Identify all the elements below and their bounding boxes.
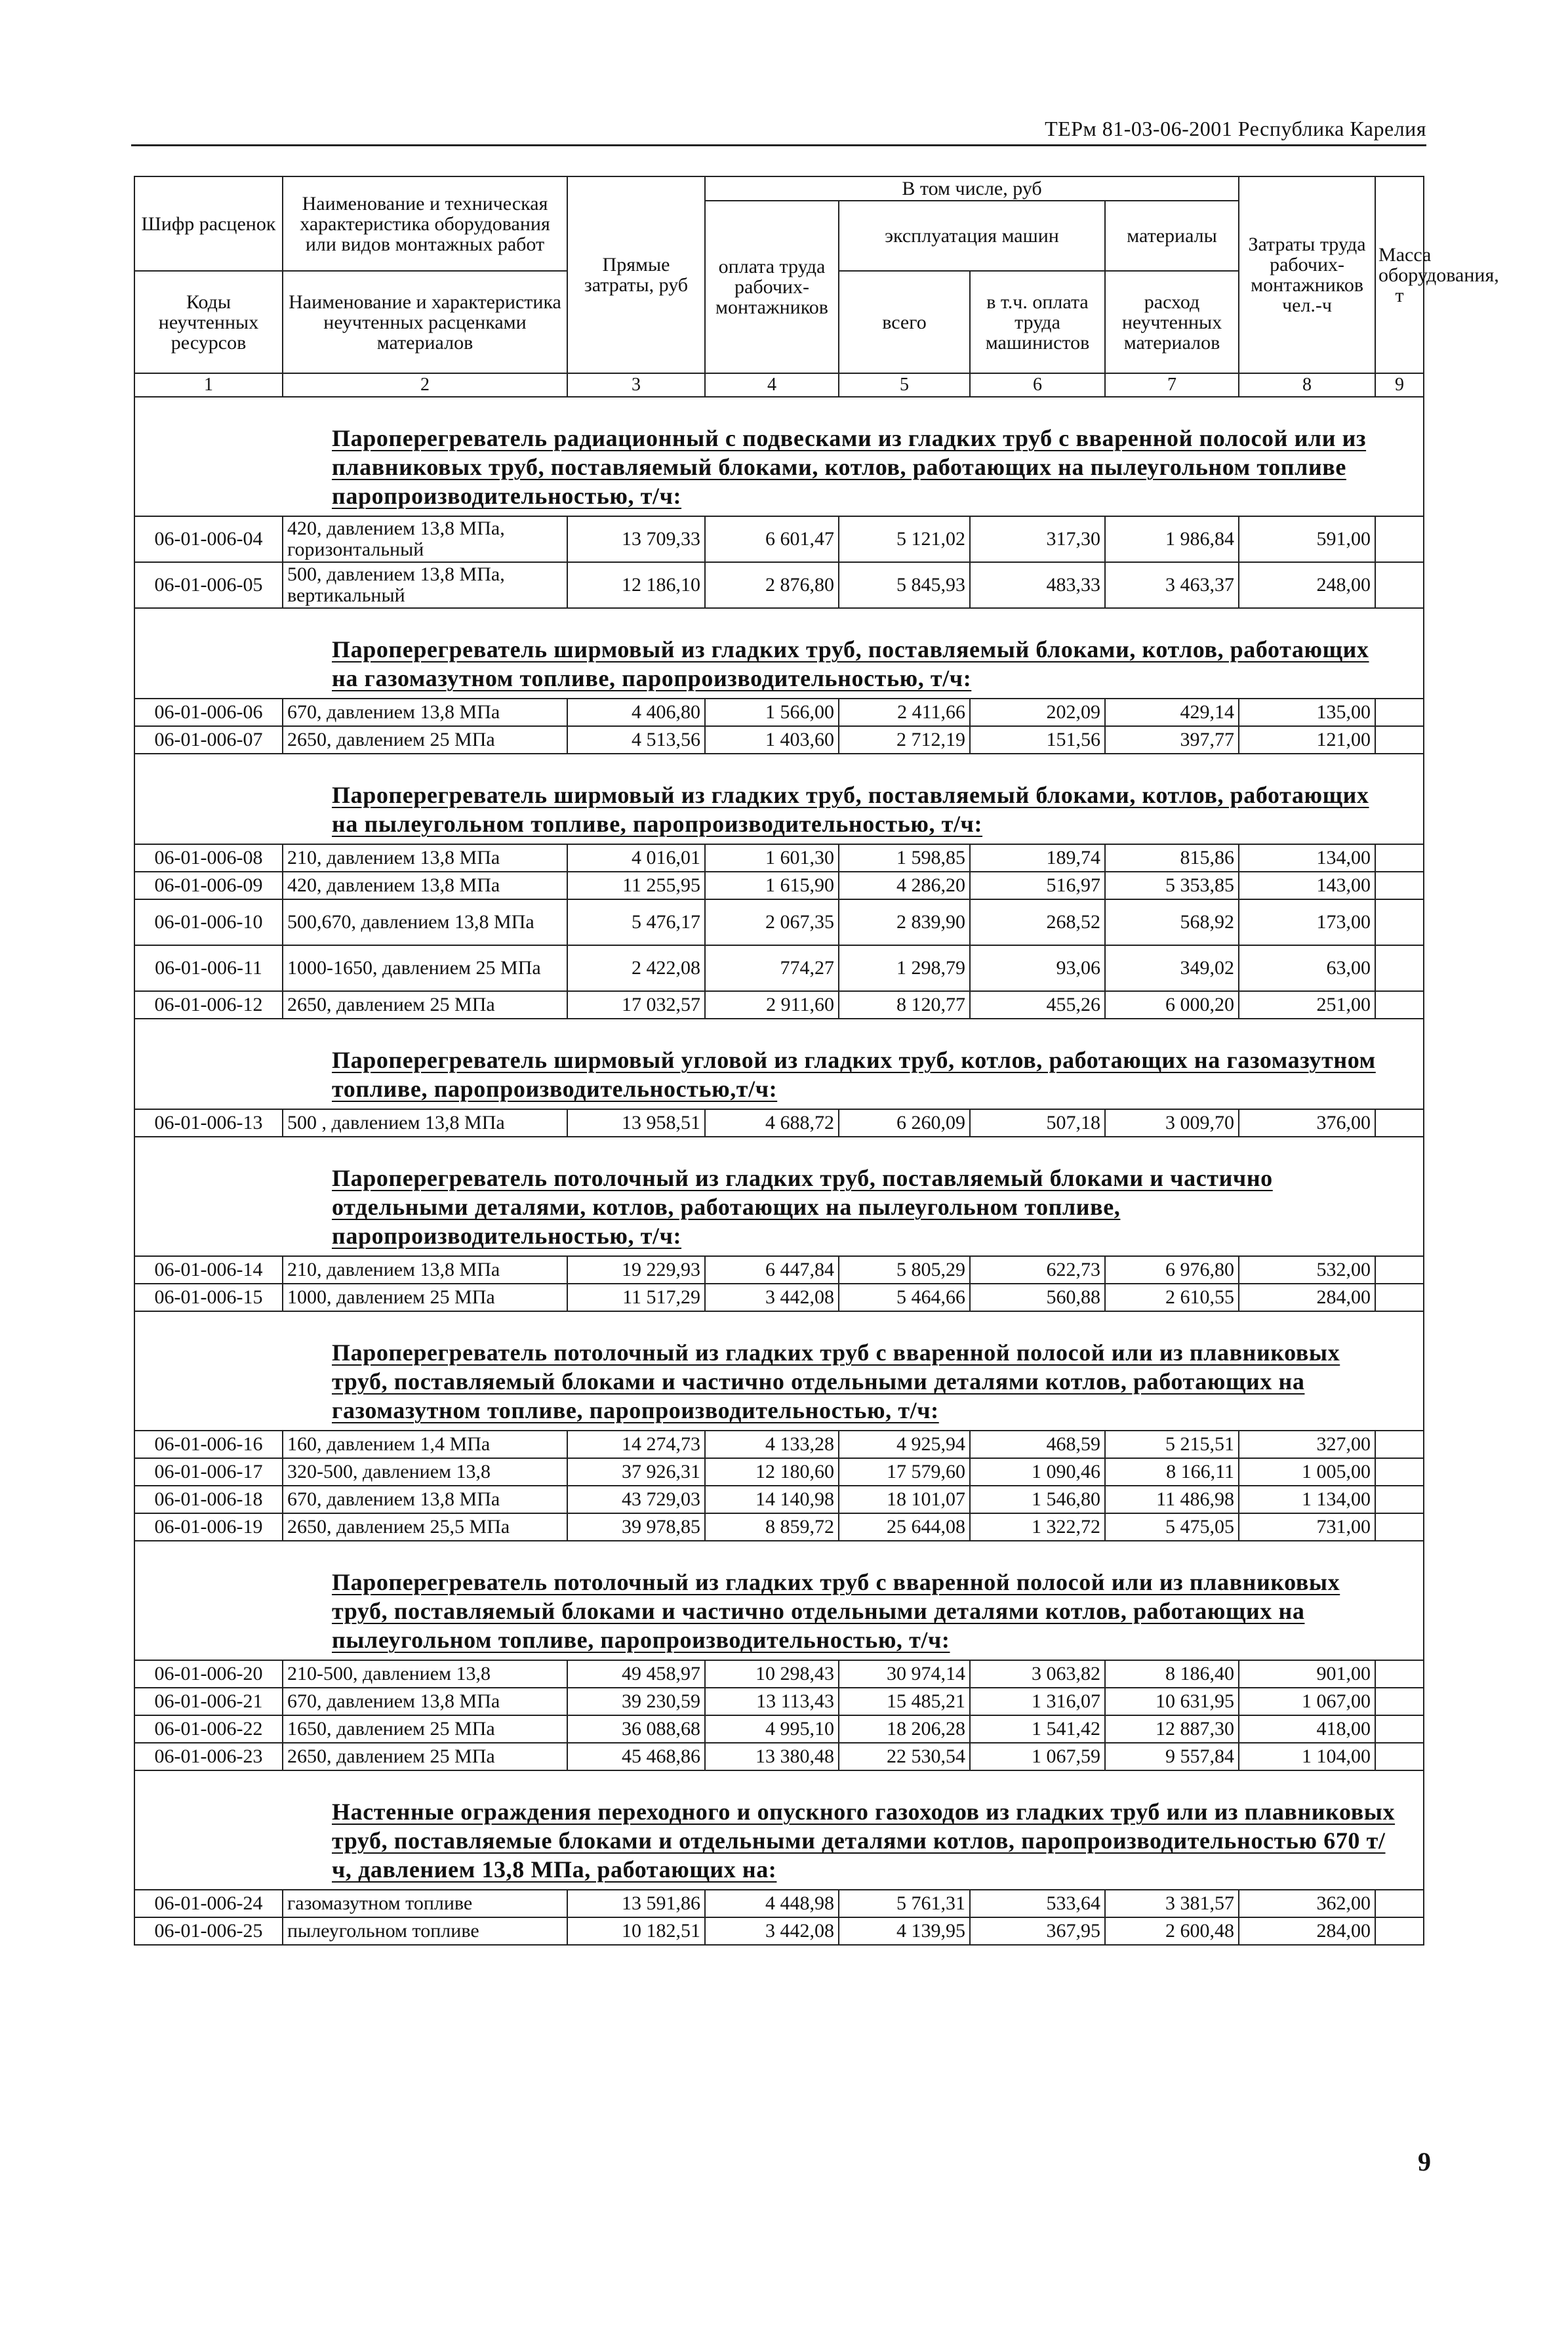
materials-cell: 1 986,84 (1105, 516, 1239, 562)
rates-table (134, 176, 1499, 1945)
equipment-mass-cell (1375, 1688, 1424, 1715)
section-title: Пароперегреватель ширмовый из гладких труб, поставляемый блоками, котлов, работающих на газомазутном топливе, паропроизводительностью, т/ч: (332, 636, 1369, 691)
materials-cell: 10 631,95 (1105, 1688, 1239, 1715)
table-row (134, 1660, 1424, 1688)
operator-wages-cell: 3 063,82 (970, 1660, 1105, 1688)
materials-cell: 2 610,55 (1105, 1284, 1239, 1311)
direct-costs-cell: 5 476,17 (567, 899, 705, 945)
equipment-mass-cell (1375, 1917, 1424, 1945)
machines-total-cell: 2 839,90 (839, 899, 970, 945)
rate-code-cell: 06-01-006-19 (134, 1513, 283, 1541)
equipment-mass-cell (1375, 872, 1424, 899)
description-cell: 420, давлением 13,8 МПа, горизонтальный (283, 516, 567, 562)
labor-costs-cell: 1 104,00 (1239, 1743, 1375, 1770)
description-cell: 420, давлением 13,8 МПа (283, 872, 567, 899)
rate-code-cell: 06-01-006-14 (134, 1256, 283, 1284)
section-heading-row (134, 1019, 1424, 1109)
rate-code-cell: 06-01-006-13 (134, 1109, 283, 1137)
equipment-mass-cell (1375, 1109, 1424, 1137)
labor-costs-cell: 135,00 (1239, 699, 1375, 726)
materials-cell: 8 166,11 (1105, 1458, 1239, 1486)
section-heading-row (134, 1137, 1424, 1256)
wages-cell: 1 615,90 (705, 872, 839, 899)
rate-code-cell: 06-01-006-06 (134, 699, 283, 726)
rate-code-cell: 06-01-006-12 (134, 991, 283, 1019)
description-cell: 160, давлением 1,4 МПа (283, 1431, 567, 1458)
equipment-mass-cell (1375, 945, 1424, 991)
table-row (134, 1284, 1424, 1311)
operator-wages-cell: 1 067,59 (970, 1743, 1105, 1770)
operator-wages-cell: 317,30 (970, 516, 1105, 562)
header-name-works: Наименование и техническая характеристика оборудования или видов монтажных работ (283, 176, 567, 271)
wages-cell: 4 688,72 (705, 1109, 839, 1137)
machines-total-cell: 5 464,66 (839, 1284, 970, 1311)
header-machines: эксплуатация машин (839, 201, 1105, 271)
direct-costs-cell: 14 274,73 (567, 1431, 705, 1458)
labor-costs-cell: 376,00 (1239, 1109, 1375, 1137)
materials-cell: 12 887,30 (1105, 1715, 1239, 1743)
direct-costs-cell: 11 517,29 (567, 1284, 705, 1311)
labor-costs-cell: 591,00 (1239, 516, 1375, 562)
operator-wages-cell: 202,09 (970, 699, 1105, 726)
equipment-mass-cell (1375, 1715, 1424, 1743)
table-row (134, 899, 1424, 945)
table-row (134, 1431, 1424, 1458)
table-row (134, 1890, 1424, 1917)
table-row (134, 1486, 1424, 1513)
direct-costs-cell: 4 513,56 (567, 726, 705, 754)
column-number: 7 (1105, 373, 1239, 397)
operator-wages-cell: 560,88 (970, 1284, 1105, 1311)
table-row (134, 516, 1424, 562)
table-row (134, 1458, 1424, 1486)
operator-wages-cell: 455,26 (970, 991, 1105, 1019)
description-cell: 670, давлением 13,8 МПа (283, 1486, 567, 1513)
header-wages: оплата труда рабочих-монтажников (705, 201, 839, 373)
labor-costs-cell: 1 005,00 (1239, 1458, 1375, 1486)
machines-total-cell: 5 761,31 (839, 1890, 970, 1917)
section-heading-row (134, 1541, 1424, 1660)
materials-cell: 6 976,80 (1105, 1256, 1239, 1284)
rate-code-cell: 06-01-006-20 (134, 1660, 283, 1688)
labor-costs-cell: 173,00 (1239, 899, 1375, 945)
equipment-mass-cell (1375, 1743, 1424, 1770)
section-title-cell (134, 1311, 1424, 1431)
direct-costs-cell: 17 032,57 (567, 991, 705, 1019)
operator-wages-cell: 516,97 (970, 872, 1105, 899)
section-title-cell (134, 1137, 1424, 1256)
column-number: 4 (705, 373, 839, 397)
rate-code-cell: 06-01-006-21 (134, 1688, 283, 1715)
table-row (134, 562, 1424, 608)
wages-cell: 8 859,72 (705, 1513, 839, 1541)
machines-total-cell: 6 260,09 (839, 1109, 970, 1137)
materials-cell: 568,92 (1105, 899, 1239, 945)
section-title-cell (134, 397, 1424, 516)
equipment-mass-cell (1375, 1458, 1424, 1486)
labor-costs-cell: 362,00 (1239, 1890, 1375, 1917)
header-equipment-mass: Масса оборудования, т (1375, 176, 1424, 373)
rate-code-cell: 06-01-006-23 (134, 1743, 283, 1770)
rate-code-cell: 06-01-006-24 (134, 1890, 283, 1917)
machines-total-cell: 2 712,19 (839, 726, 970, 754)
header-material-use: расход неучтенных материалов (1105, 271, 1239, 373)
rate-code-cell: 06-01-006-09 (134, 872, 283, 899)
column-number: 8 (1239, 373, 1375, 397)
header-direct-costs: Прямые затраты, руб (567, 176, 705, 373)
table-row (134, 1743, 1424, 1770)
description-cell: 670, давлением 13,8 МПа (283, 1688, 567, 1715)
direct-costs-cell: 4 406,80 (567, 699, 705, 726)
rate-code-cell: 06-01-006-07 (134, 726, 283, 754)
labor-costs-cell: 1 067,00 (1239, 1688, 1375, 1715)
header-materials: материалы (1105, 201, 1239, 271)
equipment-mass-cell (1375, 991, 1424, 1019)
table-row (134, 1109, 1424, 1137)
description-cell: 2650, давлением 25 МПа (283, 1743, 567, 1770)
wages-cell: 13 113,43 (705, 1688, 839, 1715)
equipment-mass-cell (1375, 1513, 1424, 1541)
materials-cell: 2 600,48 (1105, 1917, 1239, 1945)
labor-costs-cell: 134,00 (1239, 844, 1375, 872)
labor-costs-cell: 63,00 (1239, 945, 1375, 991)
wages-cell: 6 601,47 (705, 516, 839, 562)
header-shifr: Шифр расценок (134, 176, 283, 271)
machines-total-cell: 8 120,77 (839, 991, 970, 1019)
machines-total-cell: 18 206,28 (839, 1715, 970, 1743)
operator-wages-cell: 533,64 (970, 1890, 1105, 1917)
column-number: 3 (567, 373, 705, 397)
header-name-materials: Наименование и характеристика неучтенных расценками материалов (283, 271, 567, 373)
section-heading-row (134, 608, 1424, 699)
column-number: 5 (839, 373, 970, 397)
machines-total-cell: 1 298,79 (839, 945, 970, 991)
description-cell: 210, давлением 13,8 МПа (283, 1256, 567, 1284)
operator-wages-cell: 483,33 (970, 562, 1105, 608)
operator-wages-cell: 93,06 (970, 945, 1105, 991)
equipment-mass-cell (1375, 1486, 1424, 1513)
section-title: Настенные ограждения переходного и опускного газоходов из гладких труб или из плавниковых труб, поставляемые блоками и отдельными деталями котлов, паропроизводительностью 670 т/ч, давлением 13,8 МПа, работающих на: (332, 1799, 1396, 1883)
operator-wages-cell: 468,59 (970, 1431, 1105, 1458)
materials-cell: 397,77 (1105, 726, 1239, 754)
labor-costs-cell: 251,00 (1239, 991, 1375, 1019)
direct-costs-cell: 4 016,01 (567, 844, 705, 872)
wages-cell: 1 403,60 (705, 726, 839, 754)
machines-total-cell: 5 845,93 (839, 562, 970, 608)
direct-costs-cell: 12 186,10 (567, 562, 705, 608)
wages-cell: 2 911,60 (705, 991, 839, 1019)
section-heading-row (134, 1311, 1424, 1431)
operator-wages-cell: 367,95 (970, 1917, 1105, 1945)
table-header (134, 176, 1499, 373)
labor-costs-cell: 284,00 (1239, 1917, 1375, 1945)
machines-total-cell: 1 598,85 (839, 844, 970, 872)
wages-cell: 1 566,00 (705, 699, 839, 726)
table-body (134, 373, 1424, 1945)
document-code: ТЕРм 81-03-06-2001 Республика Карелия (1045, 117, 1426, 140)
description-cell: 210-500, давлением 13,8 (283, 1660, 567, 1688)
description-cell: 1000-1650, давлением 25 МПа (283, 945, 567, 991)
wages-cell: 3 442,08 (705, 1917, 839, 1945)
materials-cell: 6 000,20 (1105, 991, 1239, 1019)
equipment-mass-cell (1375, 1431, 1424, 1458)
equipment-mass-cell (1375, 1660, 1424, 1688)
section-title-cell (134, 1770, 1424, 1890)
table-row (134, 1256, 1424, 1284)
wages-cell: 774,27 (705, 945, 839, 991)
header-resource-codes: Коды неучтенных ресурсов (134, 271, 283, 373)
section-title: Пароперегреватель радиационный с подвесками из гладких труб с вваренной полосой или из плавниковых труб, поставляемый блоками, котлов, работающих на пылеугольном топливе паропроизводительностью, т/ч: (332, 425, 1367, 509)
wages-cell: 12 180,60 (705, 1458, 839, 1486)
labor-costs-cell: 731,00 (1239, 1513, 1375, 1541)
machines-total-cell: 5 121,02 (839, 516, 970, 562)
labor-costs-cell: 284,00 (1239, 1284, 1375, 1311)
labor-costs-cell: 121,00 (1239, 726, 1375, 754)
section-heading-row (134, 397, 1424, 516)
description-cell: 500,670, давлением 13,8 МПа (283, 899, 567, 945)
operator-wages-cell: 1 541,42 (970, 1715, 1105, 1743)
section-title-cell (134, 754, 1424, 844)
table-row (134, 1688, 1424, 1715)
header-operator-wages: в т.ч. оплата труда машинистов (970, 271, 1105, 373)
operator-wages-cell: 189,74 (970, 844, 1105, 872)
section-title-cell (134, 1019, 1424, 1109)
rate-code-cell: 06-01-006-05 (134, 562, 283, 608)
direct-costs-cell: 49 458,97 (567, 1660, 705, 1688)
equipment-mass-cell (1375, 699, 1424, 726)
materials-cell: 815,86 (1105, 844, 1239, 872)
materials-cell: 11 486,98 (1105, 1486, 1239, 1513)
description-cell: 500, давлением 13,8 МПа, вертикальный (283, 562, 567, 608)
column-number: 9 (1375, 373, 1424, 397)
materials-cell: 5 353,85 (1105, 872, 1239, 899)
section-title-cell (134, 1541, 1424, 1660)
section-title: Пароперегреватель ширмовый из гладких труб, поставляемый блоками, котлов, работающих на пылеугольном топливе, паропроизводительностью, т/ч: (332, 782, 1369, 837)
operator-wages-cell: 1 316,07 (970, 1688, 1105, 1715)
rate-code-cell: 06-01-006-11 (134, 945, 283, 991)
direct-costs-cell: 39 978,85 (567, 1513, 705, 1541)
page-header (131, 117, 1426, 146)
wages-cell: 2 876,80 (705, 562, 839, 608)
description-cell: 2650, давлением 25 МПа (283, 726, 567, 754)
materials-cell: 8 186,40 (1105, 1660, 1239, 1688)
materials-cell: 429,14 (1105, 699, 1239, 726)
rate-code-cell: 06-01-006-10 (134, 899, 283, 945)
machines-total-cell: 25 644,08 (839, 1513, 970, 1541)
rate-code-cell: 06-01-006-08 (134, 844, 283, 872)
section-title: Пароперегреватель потолочный из гладких труб с вваренной полосой или из плавниковых труб, поставляемый блоками и частично отдельными деталями котлов, работающих на пылеугольном топливе, паропроизводительностью, т/ч: (332, 1569, 1340, 1653)
table-row (134, 699, 1424, 726)
labor-costs-cell: 248,00 (1239, 562, 1375, 608)
description-cell: 1000, давлением 25 МПа (283, 1284, 567, 1311)
description-cell: пылеугольном топливе (283, 1917, 567, 1945)
operator-wages-cell: 1 322,72 (970, 1513, 1105, 1541)
labor-costs-cell: 901,00 (1239, 1660, 1375, 1688)
equipment-mass-cell (1375, 562, 1424, 608)
labor-costs-cell: 327,00 (1239, 1431, 1375, 1458)
table-row (134, 945, 1424, 991)
section-title: Пароперегреватель потолочный из гладких труб с вваренной полосой или из плавниковых труб, поставляемый блоками и частично отдельными деталями котлов, работающих на газомазутном топливе, паропроизводительностью, т/ч: (332, 1339, 1340, 1423)
materials-cell: 9 557,84 (1105, 1743, 1239, 1770)
table-row (134, 1513, 1424, 1541)
description-cell: 670, давлением 13,8 МПа (283, 699, 567, 726)
wages-cell: 13 380,48 (705, 1743, 839, 1770)
rate-code-cell: 06-01-006-15 (134, 1284, 283, 1311)
table-row (134, 844, 1424, 872)
machines-total-cell: 4 925,94 (839, 1431, 970, 1458)
direct-costs-cell: 11 255,95 (567, 872, 705, 899)
table-row (134, 872, 1424, 899)
table-row (134, 726, 1424, 754)
description-cell: 500 , давлением 13,8 МПа (283, 1109, 567, 1137)
machines-total-cell: 30 974,14 (839, 1660, 970, 1688)
machines-total-cell: 5 805,29 (839, 1256, 970, 1284)
section-heading-row (134, 754, 1424, 844)
equipment-mass-cell (1375, 516, 1424, 562)
wages-cell: 2 067,35 (705, 899, 839, 945)
column-number: 6 (970, 373, 1105, 397)
column-number: 1 (134, 373, 283, 397)
header-labor-costs: Затраты труда рабочих-монтажников чел.-ч (1239, 176, 1375, 373)
description-cell: 1650, давлением 25 МПа (283, 1715, 567, 1743)
labor-costs-cell: 1 134,00 (1239, 1486, 1375, 1513)
direct-costs-cell: 39 230,59 (567, 1688, 705, 1715)
rate-code-cell: 06-01-006-25 (134, 1917, 283, 1945)
wages-cell: 4 448,98 (705, 1890, 839, 1917)
machines-total-cell: 15 485,21 (839, 1688, 970, 1715)
materials-cell: 3 381,57 (1105, 1890, 1239, 1917)
direct-costs-cell: 10 182,51 (567, 1917, 705, 1945)
machines-total-cell: 4 286,20 (839, 872, 970, 899)
operator-wages-cell: 1 546,80 (970, 1486, 1105, 1513)
direct-costs-cell: 37 926,31 (567, 1458, 705, 1486)
labor-costs-cell: 143,00 (1239, 872, 1375, 899)
operator-wages-cell: 622,73 (970, 1256, 1105, 1284)
operator-wages-cell: 151,56 (970, 726, 1105, 754)
machines-total-cell: 4 139,95 (839, 1917, 970, 1945)
direct-costs-cell: 13 709,33 (567, 516, 705, 562)
description-cell: 210, давлением 13,8 МПа (283, 844, 567, 872)
equipment-mass-cell (1375, 726, 1424, 754)
wages-cell: 4 133,28 (705, 1431, 839, 1458)
section-heading-row (134, 1770, 1424, 1890)
equipment-mass-cell (1375, 1256, 1424, 1284)
machines-total-cell: 2 411,66 (839, 699, 970, 726)
direct-costs-cell: 13 591,86 (567, 1890, 705, 1917)
materials-cell: 3 463,37 (1105, 562, 1239, 608)
wages-cell: 4 995,10 (705, 1715, 839, 1743)
wages-cell: 6 447,84 (705, 1256, 839, 1284)
description-cell: 2650, давлением 25,5 МПа (283, 1513, 567, 1541)
machines-total-cell: 17 579,60 (839, 1458, 970, 1486)
description-cell: газомазутном топливе (283, 1890, 567, 1917)
direct-costs-cell: 45 468,86 (567, 1743, 705, 1770)
table-row (134, 991, 1424, 1019)
direct-costs-cell: 36 088,68 (567, 1715, 705, 1743)
equipment-mass-cell (1375, 899, 1424, 945)
direct-costs-cell: 19 229,93 (567, 1256, 705, 1284)
header-total: всего (839, 271, 970, 373)
materials-cell: 5 215,51 (1105, 1431, 1239, 1458)
direct-costs-cell: 13 958,51 (567, 1109, 705, 1137)
direct-costs-cell: 2 422,08 (567, 945, 705, 991)
section-title: Пароперегреватель потолочный из гладких труб, поставляемый блоками и частично отдельными деталями, котлов, работающих на пылеугольном топливе, паропроизводительностью, т/ч: (332, 1165, 1273, 1249)
rate-code-cell: 06-01-006-04 (134, 516, 283, 562)
materials-cell: 349,02 (1105, 945, 1239, 991)
labor-costs-cell: 532,00 (1239, 1256, 1375, 1284)
equipment-mass-cell (1375, 1890, 1424, 1917)
operator-wages-cell: 507,18 (970, 1109, 1105, 1137)
machines-total-cell: 22 530,54 (839, 1743, 970, 1770)
equipment-mass-cell (1375, 844, 1424, 872)
operator-wages-cell: 1 090,46 (970, 1458, 1105, 1486)
column-numbers-row (134, 373, 1424, 397)
labor-costs-cell: 418,00 (1239, 1715, 1375, 1743)
rate-code-cell: 06-01-006-17 (134, 1458, 283, 1486)
description-cell: 2650, давлением 25 МПа (283, 991, 567, 1019)
rate-code-cell: 06-01-006-18 (134, 1486, 283, 1513)
section-title-cell (134, 608, 1424, 699)
description-cell: 320-500, давлением 13,8 (283, 1458, 567, 1486)
materials-cell: 5 475,05 (1105, 1513, 1239, 1541)
table-row (134, 1715, 1424, 1743)
header-including: В том числе, руб (705, 176, 1239, 201)
wages-cell: 1 601,30 (705, 844, 839, 872)
section-title: Пароперегреватель ширмовый угловой из гладких труб, котлов, работающих на газомазутном топливе, паропроизводительностью,т/ч: (332, 1047, 1376, 1102)
page-number: 9 (1418, 2147, 1431, 2176)
rate-code-cell: 06-01-006-16 (134, 1431, 283, 1458)
materials-cell: 3 009,70 (1105, 1109, 1239, 1137)
wages-cell: 14 140,98 (705, 1486, 839, 1513)
rate-code-cell: 06-01-006-22 (134, 1715, 283, 1743)
machines-total-cell: 18 101,07 (839, 1486, 970, 1513)
wages-cell: 10 298,43 (705, 1660, 839, 1688)
table-row (134, 1917, 1424, 1945)
operator-wages-cell: 268,52 (970, 899, 1105, 945)
equipment-mass-cell (1375, 1284, 1424, 1311)
direct-costs-cell: 43 729,03 (567, 1486, 705, 1513)
column-number: 2 (283, 373, 567, 397)
wages-cell: 3 442,08 (705, 1284, 839, 1311)
